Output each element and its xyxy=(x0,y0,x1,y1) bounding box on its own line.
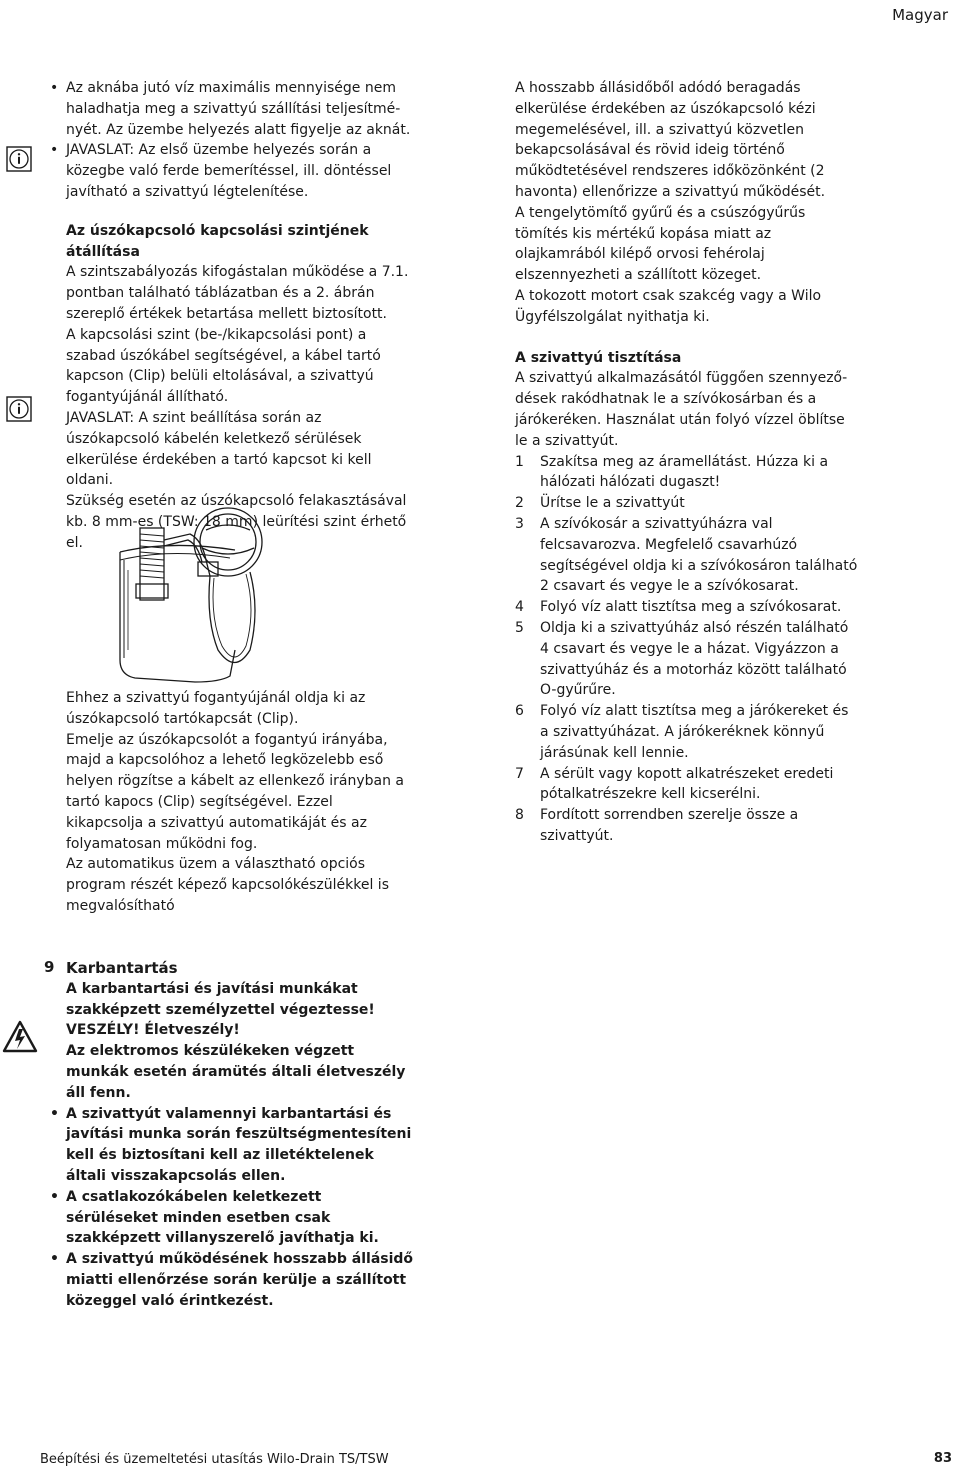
step-text: Folyó víz alatt tisztítsa meg a járókereket és a szivattyúházat. A járókeréknek könnyű járásúnak kell lennie. xyxy=(540,703,849,761)
info-icon xyxy=(6,396,32,422)
list-item: • A csatlakozókábelen keletkezett sérüléseket minden esetben csak szakképzett villanyszerelő javíthatja ki. xyxy=(66,1187,414,1249)
list-item xyxy=(515,618,860,701)
step-number: 6 xyxy=(515,703,524,720)
section-title: Karbantartás xyxy=(66,959,178,977)
page-number: 83 xyxy=(933,1451,952,1466)
step-text: Ürítse le a szivattyút xyxy=(540,495,685,512)
step-text: Fordított sorrendben szerelje össze a szivattyút. xyxy=(540,807,799,844)
step-number: 5 xyxy=(515,619,524,636)
paragraph: Szükség esetén az úszókapcsoló felakasztásával kb. 8 mm-es (TSW: 18 mm) leürítési szint érhető el. xyxy=(66,493,407,551)
paragraph: A tokozott motort csak szakcég vagy a Wilo Ügyfélszolgálat nyithatja ki. xyxy=(515,287,822,325)
step-text: Szakítsa meg az áramellátást. Húzza ki a hálózati hálózati dugaszt! xyxy=(540,453,829,491)
step-number: 7 xyxy=(515,765,524,782)
pump-float-switch-illustration xyxy=(110,500,290,688)
paragraph: A karbantartási és javítási munkákat szakképzett személyzettel végeztesse! xyxy=(66,980,375,1018)
list-item: • A szivattyú működésének hosszabb állásidő miatti ellenőrzése során kerülje a szállított közeggel való érintkezést. xyxy=(66,1249,414,1311)
paragraph: Emelje az úszókapcsolót a fogantyú irányába, majd a kapcsolóhoz a lehető legközelebb eső helyen rögzítse a kábelt az ellenkező irányban a tartó kapocs (Clip) segítségével. Ezzel kikapcsolja a szivattyú automatikáját és az folyamatosan működni fog. xyxy=(66,731,404,852)
footer-doc-title: Beépítési és üzemeltetési utasítás Wilo-Drain TS/TSW xyxy=(40,1452,389,1467)
paragraph: A kapcsolási szint (be-/kikapcsolási pont) a szabad úszókábel segítségével, a kábel tartó kapcson (Clip) belüli eltolásával, a szivattyú fogantyújánál állítható. xyxy=(66,326,381,406)
step-text: A sérült vagy kopott alkatrészeket eredeti pótalkatrészekre kell kicserélni. xyxy=(540,765,834,803)
list-item xyxy=(515,764,860,806)
paragraph: Az elektromos készülékeken végzett munkák esetén áramütés általi életveszély áll fenn. xyxy=(66,1043,406,1101)
cleaning-steps xyxy=(515,452,860,847)
list-item xyxy=(515,701,860,763)
paragraph: A tengelytömítő gyűrű és a csúszógyűrűs tömítés kis mértékű kopása miatt az olajkamrából kilépő orvosi fehérolaj elszennyezheti a szállított közeget. xyxy=(515,204,806,284)
paragraph: Az automatikus üzem a választható opciós program részét képező kapcsolókészülékkel is megvalósítható xyxy=(66,856,389,914)
paragraph: A szivattyú alkalmazásától függően szennyeződések rakódhatnak le a szívókosárban és a járókeréken. Használat után folyó vízzel öblítse le a szivattyút. xyxy=(515,370,848,449)
step-number: 1 xyxy=(515,453,524,470)
list-item xyxy=(515,805,860,847)
paragraph: JAVASLAT: A szint beállítása során az úszókapcsoló kábelén keletkező sérülések elkerülése érdekében a tartó kapcsot ki kell oldani. xyxy=(66,409,372,489)
left-column-lower xyxy=(66,688,414,917)
step-text: Folyó víz alatt tisztítsa meg a szívókosarat. xyxy=(540,599,842,616)
right-column xyxy=(515,78,860,847)
electric-hazard-icon xyxy=(2,1020,38,1054)
step-number: 8 xyxy=(515,807,524,824)
list-item: • JAVASLAT: Az első üzembe helyezés során a közegbe való ferde bemerítéssel, ill. döntéssel javítható a szivattyú légtelenítése. xyxy=(66,140,414,202)
danger-label: VESZÉLY! Életveszély! xyxy=(66,1022,240,1039)
language-label: Magyar xyxy=(892,6,948,24)
paragraph: A szintszabályozás kifogástalan működése a 7.1. pontban található táblázatban és a 2. ábrán szereplő értékek betartása mellett biztosított. xyxy=(66,264,409,322)
list-item xyxy=(515,514,860,597)
bullet-list-top xyxy=(66,78,414,203)
paragraph: A hosszabb állásidőből adódó beragadás elkerülése érdekében az úszókapcsoló kézi megemelésével, ill. a szivattyú közvetlen bekapcsolásával és rövid ideig történő működtetésével rendszeres időközönként (2 havonta) ellenőrizze a szivattyú működését. xyxy=(515,80,826,200)
list-item xyxy=(515,493,860,514)
section9-content xyxy=(66,958,414,1312)
subheading-float-switch: Az úszókapcsoló kapcsolási szintjének átállítása xyxy=(66,222,369,260)
step-number: 2 xyxy=(515,495,524,512)
list-item: • A szivattyút valamennyi karbantartási és javítási munka során feszültségmentesíteni kell és biztosítani kell az illetéktelenek általi visszakapcsolás ellen. xyxy=(66,1104,414,1187)
list-item: • Az aknába jutó víz maximális mennyisége nem haladhatja meg a szivattyú szállítási teljesítményét. Az üzembe helyezés alatt figyelje az aknát. xyxy=(66,78,414,140)
step-number: 4 xyxy=(515,599,524,616)
step-number: 3 xyxy=(515,515,524,532)
section-number: 9 xyxy=(44,958,55,976)
paragraph: Ehhez a szivattyú fogantyújánál oldja ki az úszókapcsoló tartókapcsát (Clip). xyxy=(66,690,366,727)
bullet-list-safety xyxy=(66,1104,414,1312)
list-item xyxy=(515,597,860,618)
step-text: A szívókosár a szivattyúházra val felcsavarozva. Megfelelő csavarhúzó segítségével oldja ki a szívókosáron található 2 csavart és vegye le a szívókosarat. xyxy=(540,515,858,595)
heading-pump-cleaning: A szivattyú tisztítása xyxy=(515,349,682,366)
info-icon xyxy=(6,146,32,172)
left-column xyxy=(66,78,414,554)
list-item xyxy=(515,452,860,494)
step-text: Oldja ki a szivattyúház alsó részén található 4 csavart és vegye le a házat. Vigyázzon a szivattyúház és a motorház között található O-gyűrűre. xyxy=(540,619,849,699)
